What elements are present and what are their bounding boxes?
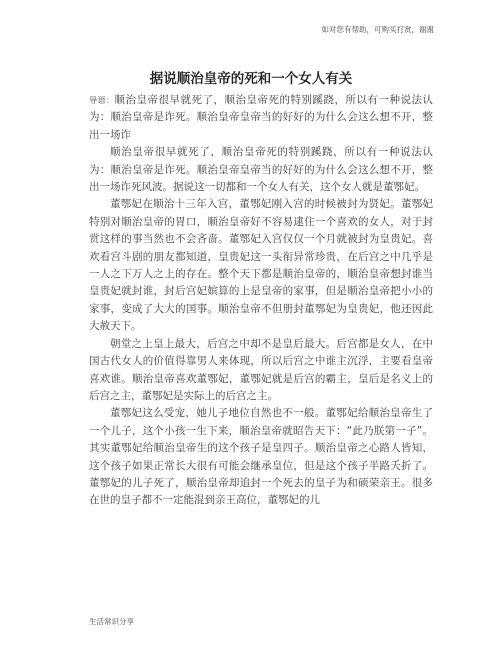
- intro-label: 导语：: [89, 96, 115, 105]
- body-paragraph-2: 董鄂妃在顺治十三年入宫，董鄂妃刚入宫的时候被封为贤妃。董鄂妃特别对顺治皇帝的胃口，顺治皇帝好不容易逮住一个喜欢的女人，对于封赏这样的事当然也不会吝啬。董鄂妃入宫仅仅一个月就被封为皇贵妃。喜欢看宫斗剧的朋友都知道，皇贵妃这一头衔异常珍贵，在后宫之中几乎是一人之下万人之上的存在。整个天下都是顺治皇帝的，顺治皇帝想封谁当皇贵妃就封谁，封后宫妃嫔算的上是皇帝的家事，但是顺治皇帝把小小的家事，变成了大大的国事。顺治皇帝不但册封董鄂妃为皇贵妃，他还因此大赦天下。: [89, 198, 433, 333]
- document-body: [89, 92, 433, 510]
- body-paragraph-4: 董鄂妃这么受宠，她儿子地位自然也不一般。董鄂妃给顺治皇帝生了一个儿子，这个小孩一生下来，顺治皇帝就昭告天下：“此乃朕第一子”。其实董鄂妃给顺治皇帝生的这个孩子是皇四子。顺治皇帝之心路人皆知，这个孩子如果正常长大很有可能会继承皇位，但是这个孩子半路夭折了。董鄂妃的儿子死了，顺治皇帝却追封一个死去的皇子为和硕荣亲王。很多在世的皇子都不一定能混到亲王高位，董鄂妃的儿: [89, 407, 433, 507]
- footer-note: 生活常识分享: [89, 617, 134, 626]
- header-note: 如对您有帮助，可购买打赏，谢谢: [321, 25, 434, 34]
- body-paragraph-1: 顺治皇帝很早就死了，顺治皇帝死的特别蹊跷，所以有一种说法认为：顺治皇帝是诈死。顺治皇帝皇帝当的好好的为什么会这么想不开，整出一场诈死风波。据说这一切都和一个女人有关，这个女人就是董鄂妃。: [89, 146, 433, 194]
- intro-paragraph: [89, 92, 433, 144]
- body-paragraph-3: 朝堂之上皇上最大，后宫之中却不是皇后最大。后宫都是女人，在中国古代女人的价值得靠男人来体现，所以后宫之中谁主沉浮，主要看皇帝喜欢谁。顺治皇帝喜欢董鄂妃，董鄂妃就是后宫的霸主，皇后是名义上的后宫之主，董鄂妃是实际上的后宫之主。: [89, 337, 433, 402]
- page-title: 据说顺治皇帝的死和一个女人有关: [149, 71, 353, 87]
- intro-text: 顺治皇帝很早就死了，顺治皇帝死的特别蹊跷，所以有一种说法认为：顺治皇帝是诈死。顺治皇帝皇帝当的好好的为什么会这么想不开，整出一场诈: [89, 94, 433, 141]
